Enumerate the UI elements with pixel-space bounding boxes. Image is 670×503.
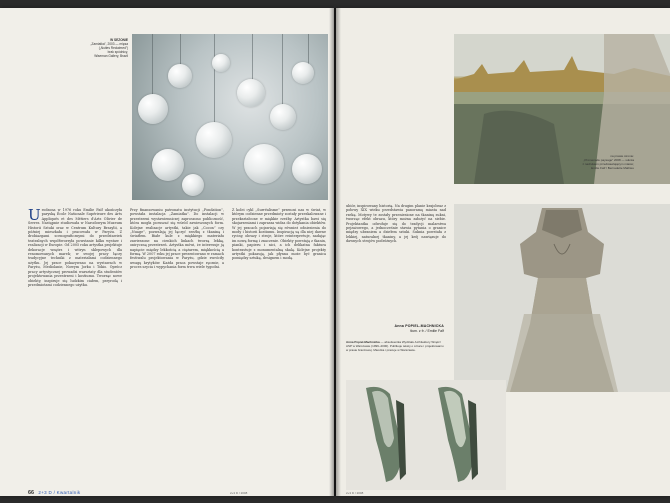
- caption-line: z nadrukiem przedstawiającym miasto;: [582, 162, 634, 166]
- caption-line: Wiseman Gallery, Brazil: [94, 54, 128, 58]
- magazine-name: 2+3 D / Kwartalnik: [38, 490, 81, 495]
- page-folio: [28, 490, 80, 496]
- caption-author-bio: [346, 340, 444, 352]
- page-number: 66: [28, 490, 35, 496]
- shoes-photo: [346, 380, 506, 490]
- author-name: Anna POPIEL-MACHNICKA: [394, 324, 444, 328]
- article-text: Przy finansowaniu patronatu instytucji „Fondation”, powstała instalacja „Zamiatka”. Do instalacji w przestrzeni wystawienniczej zaproszono publiczność, która mogła poruszać się wśród zawieszonych form. Kolejne realizacje artystki, takie jak „Cocon” czy „Nuage”, pozwalają jej łączyć rzeźbę z tkaniną i światłem. Białe kule z miękkiego materiału zawieszone na cienkich linkach tworzą lekką, oniryczną przestrzeń. Artystka mówi, że interesuje ją napięcie między lekkością a ciężarem, miękkością a formą. W 2007 roku jej prace prezentowano w ramach festiwalu projektowania w Paryżu, gdzie zwróciły uwagę krytyków. Każda praca powstaje ręcznie, a proces szycia i wypychania form trwa wiele tygodni.: [130, 208, 224, 270]
- dress-illustration: [454, 204, 670, 392]
- drop-cap: U: [28, 208, 41, 224]
- left-page: [0, 8, 334, 496]
- footer-issue: 2+3 D / 2008: [346, 491, 364, 495]
- article-text: rodzona w 1976 roku Emilie Faïf ukończyła paryską École Nationale Supérieure des Arts Appliqués et des Métiers d'Arts Olivier de Serres. Następnie studiowała w Narodowym Muzeum Historii Sztuki oraz w Centrum Kultury Brazylii, a później mieszkała i pracowała w Paryżu. Z drobiazgami scenograficznymi do przedstawień teatralnych współtworzyła powstanie kilku wystaw i realizacji w Europie. Od 2005 roku artystka projektuje dekoracje wnętrz i witryn sklepowych dla renomowanych marek; w swojej pracy łączy tradycyjne techniki z materiałami codziennego użytku. Jej prace pokazywano na wystawach w Paryżu, Mediolanie, Nowym Jorku i Tokio. Oprócz pracy artystycznej prowadzi warsztaty dla studentów projektowania przestrzeni i kostiumu. Tworząc nowe obiekty, inspiruje się ludzkim ciałem, przyrodą i przedmiotami codziennego użytku.: [28, 208, 122, 287]
- author-role: tłum. z fr. / Emilie Faïf: [410, 328, 444, 333]
- caption-author: W SEZONIE: [110, 38, 128, 42]
- bio-text: — absolwentka Wydziału Architektury Wnętrz ASP w Warszawie (1999–2000). Publikuje teksty o sztuce i projektowaniu w prasie branżowej. Mieszka i pracuje w Warszawie.: [346, 340, 444, 352]
- caption-title: „Zamiatka”, 2003 — mięsa: [90, 42, 128, 46]
- article-text: Z kolei cykl „Surréalisme” przenosi nas w świat, w którym codzienne przedmioty zostały przeskalowane i przekształcone w miękkie rzeźby. Artystka bawi się skojarzeniami i zaprasza widza do dotykania obiektów. W jej pracach pojawiają się również odniesienia do mody i historii kostiumu. Inspiracją są dla niej dawne ryciny, obrazy i stroje, które reinterpretuje, nadając im nową formę i znaczenie. Obiekty powstają z tkanin, pianki, papieru i nici, a ich delikatna faktura kontrastuje z monumentalną skalą. Kolejne projekty artystki pokazują, jak płynna może być granica pomiędzy sztuką, designem i modą.: [232, 208, 326, 261]
- author-block: [376, 324, 444, 333]
- caption-line: Emilie Faïf / Bernadette Mathieu: [591, 166, 634, 170]
- caption-painting: [554, 154, 634, 170]
- caption-line: brak spódnicy,: [107, 50, 128, 54]
- dress-photo: [454, 204, 670, 392]
- right-page: [336, 8, 670, 496]
- article-text: ubiór, inspirowany historią. Na drugim planie krajobraz z połowy XIX wieku przedstawia panoramę miasta nad rzeką. Motywy te zostały przeniesione na tkaninę sukni, tworząc efekt obrazu, który można założyć na siebie. Projektantka odwołuje się do tradycji malarstwa pejzażowego, a jednocześnie stawia pytania o granice między ubraniem a dziełem sztuki. Suknia powstała z lekkiej, naturalnej tkaniny, a jej krój nawiązuje do dawnych strojów podróżnych.: [346, 204, 446, 244]
- footer-issue: 2+3 D / 2008: [230, 491, 248, 495]
- caption-line: („Nuties Reclaimed”): [98, 46, 128, 50]
- article-column-3: [232, 208, 326, 486]
- caption-line: „Promenade paysage” 2008 — suknia: [583, 158, 634, 162]
- spine-gutter: [329, 8, 341, 496]
- shoes-illustration: [346, 380, 506, 490]
- article-column-1: [28, 208, 122, 486]
- caption-installation: [88, 38, 128, 58]
- caption-title: na prawie stronie:: [610, 154, 634, 158]
- installation-photo: [132, 34, 328, 200]
- article-column-right: [346, 204, 446, 324]
- bio-name: Anna Popiel-Machnicka: [346, 340, 380, 344]
- article-column-2: [130, 208, 224, 486]
